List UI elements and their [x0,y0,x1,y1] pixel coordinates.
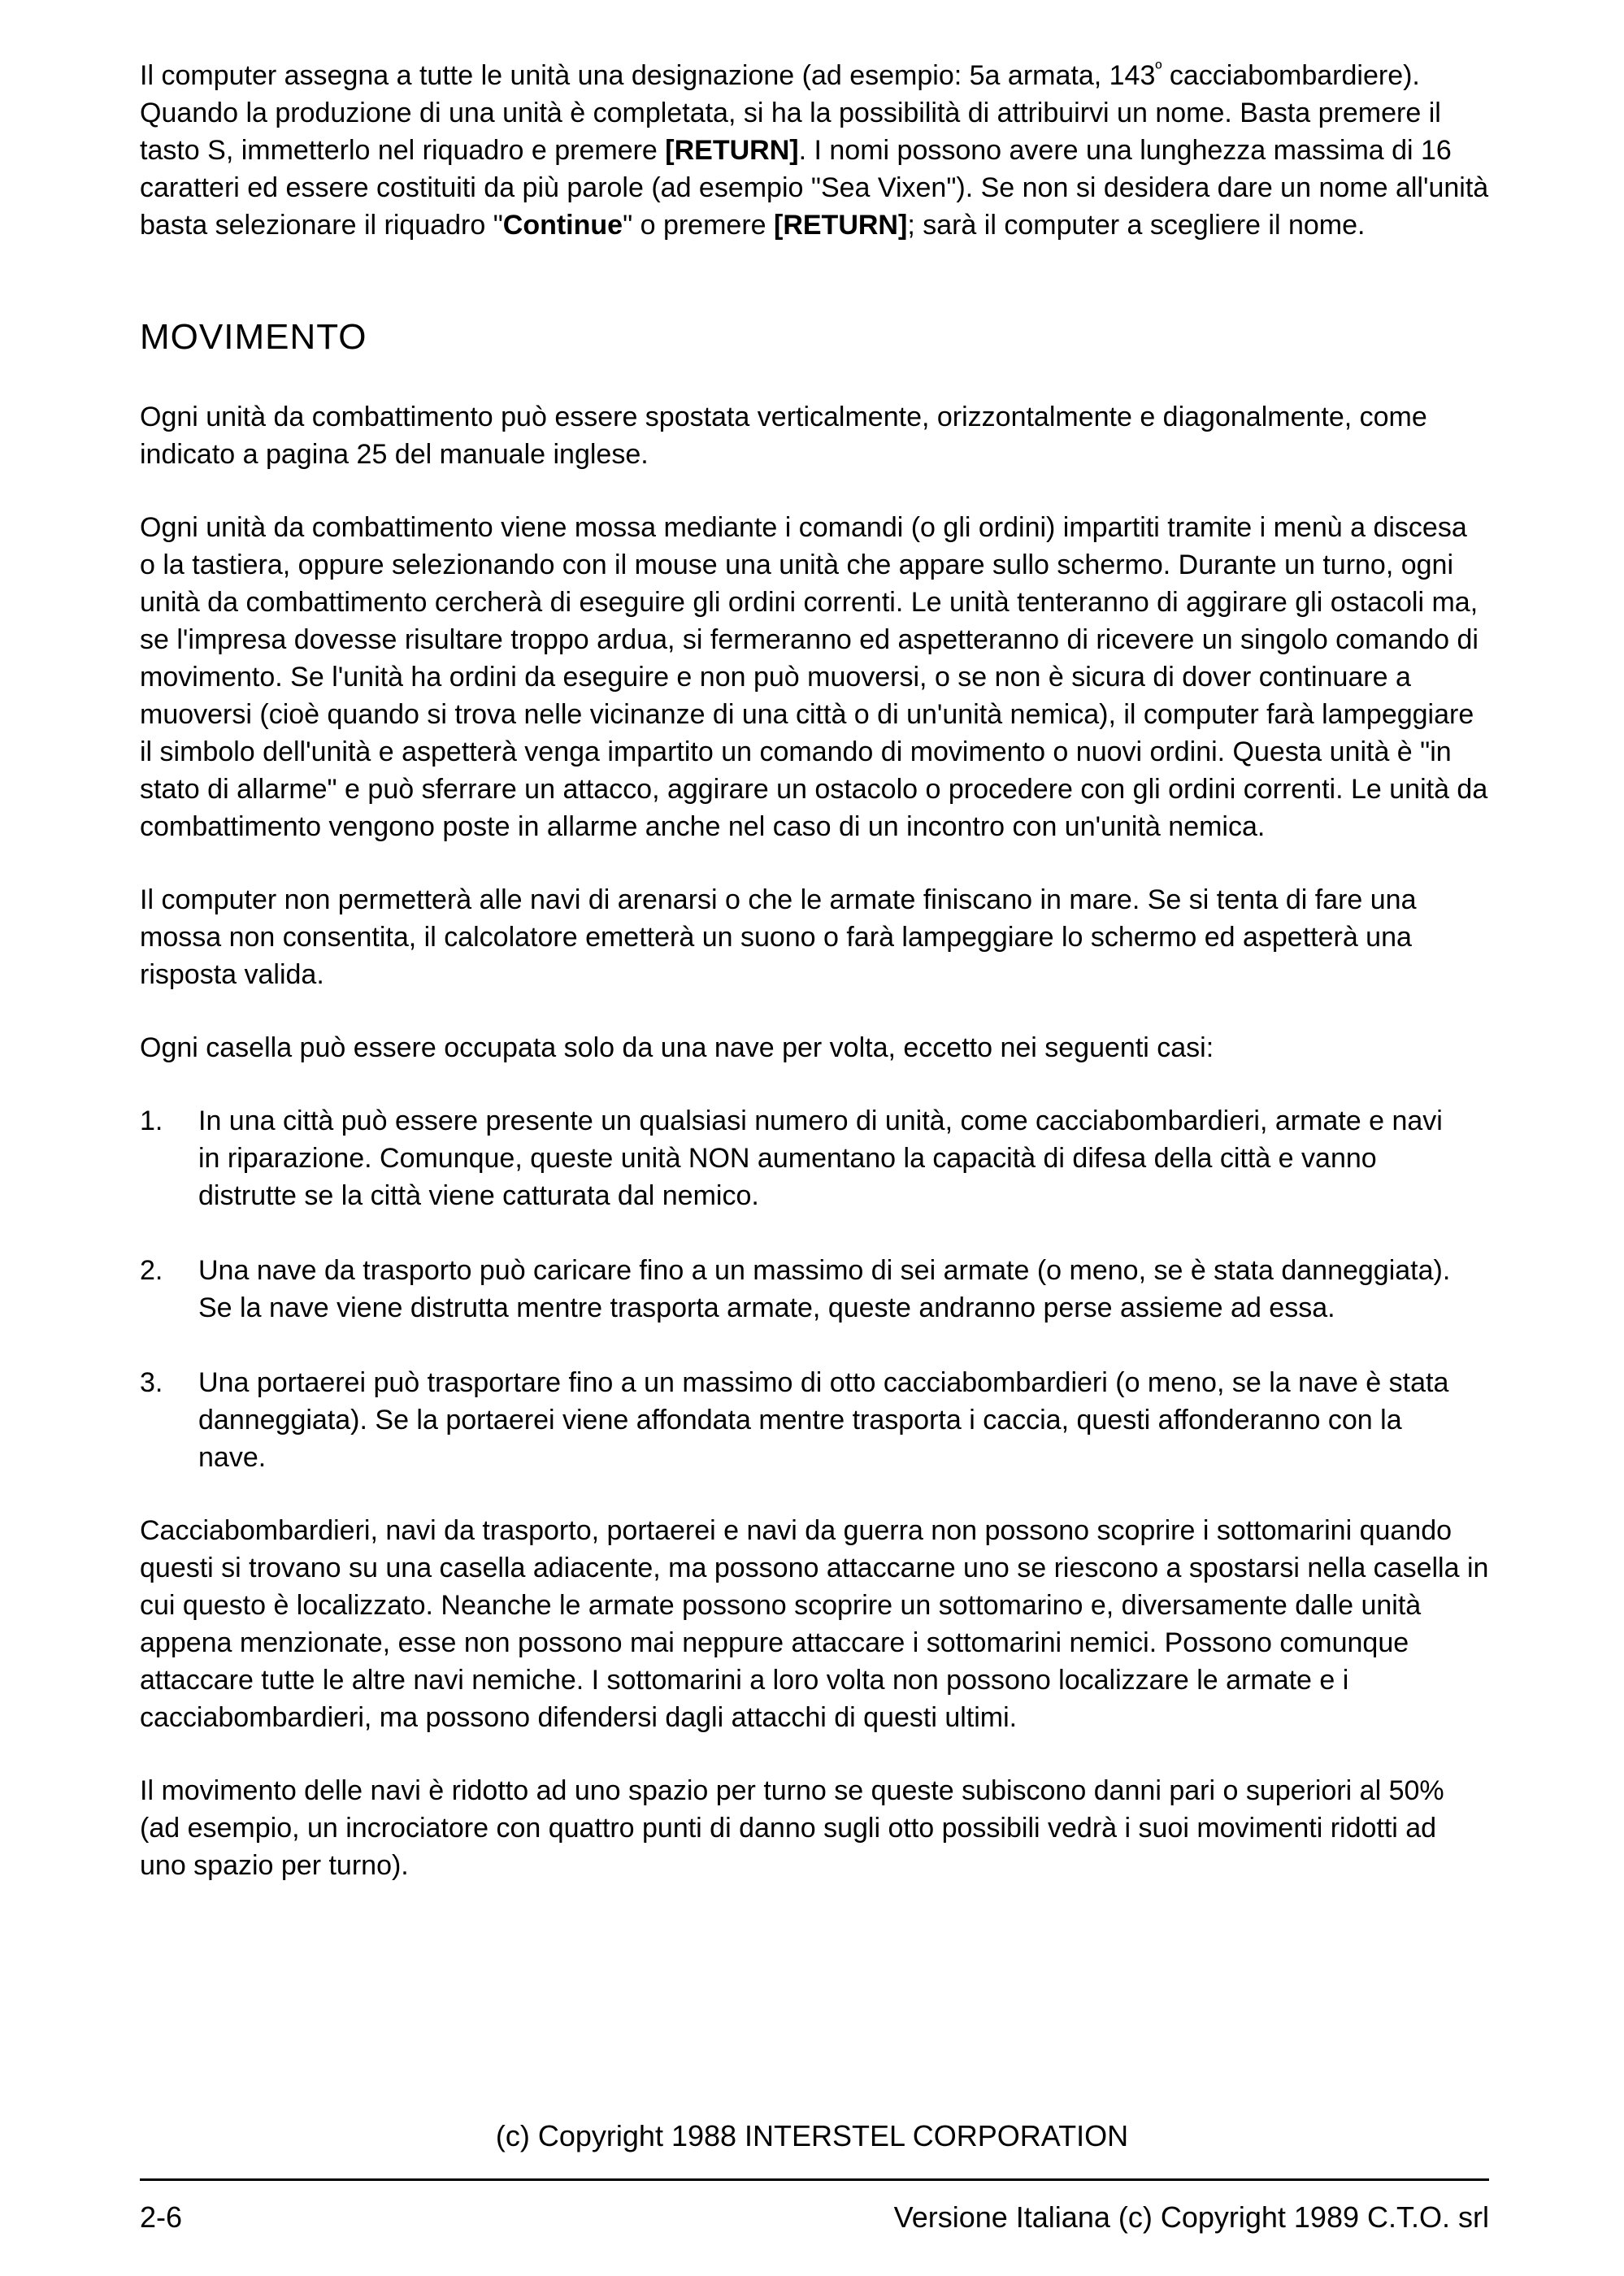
return-key-label: [RETURN] [665,135,799,166]
page-number: 2-6 [140,2200,183,2234]
continue-label: Continue [502,210,623,241]
list-item [140,1102,1489,1214]
list-item-number: 1. [140,1105,163,1136]
intro-paragraph [140,57,1489,244]
list-item [140,1364,1489,1476]
intro-text-1: Il computer assegna a tutte le unità una designazione (ad esempio: 5a armata, 143 [140,60,1156,91]
paragraph-submarines: Cacciabombardieri, navi da trasporto, portaerei e navi da guerra non possono scoprire i sottomarini quando questi si trovano su una casella adiacente, ma possono attaccarne uno se riescono a spostarsi nella casella in cui questo è localizzato. Neanche le armate possono scoprire un sottomarino e, diversamente dalle unità appena menzionate, esse non possono mai neppure attaccare i sottomarini nemici. Possono comunque attaccare tutte le altre navi nemiche. I sottomarini a loro volta non possono localizzare le armate e i cacciabombardieri, ma possono difendersi dagli attacchi di questi ultimi. [140,1515,1489,1733]
intro-text-2: cacciabombardiere). Quando la produzione di una unità è completata, si ha la possibilità di attribuirvi un nome. Basta premere il tasto S, immetterlo nel riquadro e premere [140,60,1441,166]
intro-text-4: " o premere [623,210,774,241]
return-key-label-2: [RETURN] [774,210,908,241]
list-item-text: Una nave da trasporto può caricare fino a un massimo di sei armate (o meno, se è stata danneggiata). Se la nave viene distrutta mentre trasporta armate, queste andranno perse assieme ad essa. [198,1255,1451,1323]
section-heading: MOVIMENTO [140,317,367,357]
ordinal-superscript: º [1155,58,1162,79]
copyright-notice: (c) Copyright 1988 INTERSTEL CORPORATION [495,2119,1129,2152]
footer-version: Versione Italiana (c) Copyright 1989 C.T.O. srl [893,2200,1489,2234]
list-item-number: 3. [140,1367,163,1398]
paragraph-movement-orders: Ogni unità da combattimento viene mossa mediante i comandi (o gli ordini) impartiti tramite i menù a discesa o la tastiera, oppure selezionando con il mouse una unità che appare sullo schermo. Durante un turno, ogni unità da combattimento cercherà di eseguire gli ordini correnti. Le unità tenteranno di aggirare gli ostacoli ma, se l'impresa dovesse risultare troppo ardua, si fermeranno ed aspetteranno di ricevere un singolo comando di movimento. Se l'unità ha ordini da eseguire e non può muoversi, o se non è sicura di dover continuare a muoversi (cioè quando si trova nelle vicinanze di una città o di un'unità nemica), il computer farà lampeggiare il simbolo dell'unità e aspetterà venga impartito un comando di movimento o nuovi ordini. Questa unità è "in stato di allarme" e può sferrare un attacco, aggirare un ostacolo o procedere con gli ordini correnti. Le unità da combattimento vengono poste in allarme anche nel caso di un incontro con un'unità nemica. [140,512,1488,842]
list-item [140,1252,1489,1327]
exceptions-list [140,1102,1489,1476]
page-body [140,57,1489,1884]
list-item-number: 2. [140,1255,163,1286]
list-item-text: Una portaerei può trasportare fino a un massimo di otto cacciabombardieri (o meno, se la nave è stata danneggiata). Se la portaerei viene affondata mentre trasporta i caccia, questi affonderanno con la nave. [198,1367,1449,1473]
paragraph-ship-damage: Il movimento delle navi è ridotto ad uno spazio per turno se queste subiscono danni pari o superiori al 50% (ad esempio, un incrociatore con quattro punti di danno sugli otto possibili vedrà i suoi movimenti ridotti ad uno spazio per turno). [140,1775,1444,1881]
footer-divider [140,2178,1489,2181]
paragraph-invalid-moves: Il computer non permetterà alle navi di arenarsi o che le armate finiscano in mare. Se si tenta di fare una mossa non consentita, il calcolatore emetterà un suono o farà lampeggiare lo schermo ed aspetterà una risposta valida. [140,884,1417,990]
list-item-text: In una città può essere presente un qualsiasi numero di unità, come cacciabombardieri, armate e navi in riparazione. Comunque, queste unità NON aumentano la capacità di difesa della città e vanno distrutte se la città viene catturata dal nemico. [198,1105,1443,1211]
intro-text-3: . I nomi possono avere una lunghezza massima di 16 caratteri ed essere costituiti da più parole (ad esempio "Sea Vixen"). Se non si desidera dare un nome all'unità basta selezionare il riquadro " [140,135,1489,241]
paragraph-square-occupancy: Ogni casella può essere occupata solo da una nave per volta, eccetto nei seguenti casi: [140,1032,1214,1063]
paragraph-movement-directions: Ogni unità da combattimento può essere spostata verticalmente, orizzontalmente e diagonalmente, come indicato a pagina 25 del manuale inglese. [140,402,1427,470]
intro-text-5: ; sarà il computer a scegliere il nome. [907,210,1366,241]
